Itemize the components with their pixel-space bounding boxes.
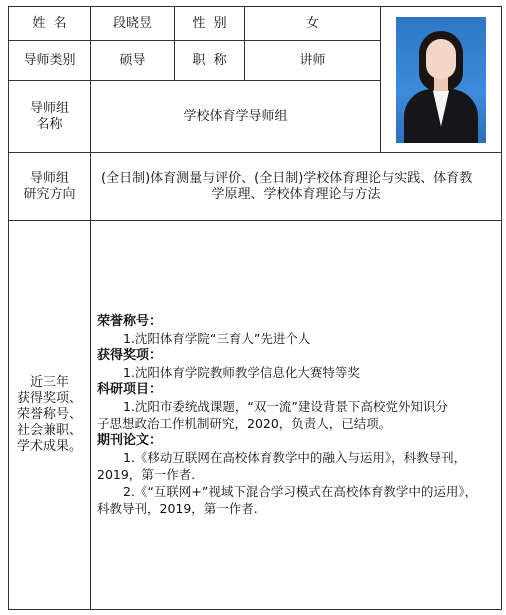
paper-1-line-2: 2019，第一作者. [97, 467, 196, 482]
direction-line-2: 学原理、学校体育理论与方法 [211, 186, 381, 202]
paper-2-line-2: 科教导刊，2019，第一作者. [97, 501, 258, 516]
awards-heading: 获得奖项： [97, 348, 163, 363]
research-item-line-1: 1.沈阳市委统战课题，“双一流”建设背景下高校党外知识分 [123, 399, 448, 414]
papers-heading: 期刊论文： [97, 433, 163, 448]
direction-label [9, 153, 91, 221]
direction-value [91, 153, 502, 221]
gender-label: 性 别 [175, 7, 245, 41]
name-value: 段晓昱 [91, 7, 175, 41]
research-item-line-2: 子思想政治工作机制研究，2020，负责人，已结项。 [97, 416, 392, 431]
honors-item: 1.沈阳体育学院“三育人”先进个人 [123, 331, 311, 346]
achievements-label-line-5: 学术成果。 [16, 439, 82, 454]
profile-table [8, 6, 502, 610]
title-label: 职 称 [175, 41, 245, 81]
awards-item: 1.沈阳体育学院教师教学信息化大赛特等奖 [123, 365, 360, 380]
paper-1-line-1: 1.《移动互联网在高校体育教学中的融入与运用》，科教导刊， [123, 450, 467, 465]
mentor-type-label: 导师类别 [9, 41, 91, 81]
achievements-label-line-3: 荣誉称号、 [16, 407, 82, 422]
group-label-line-2: 名称 [36, 116, 63, 132]
honors-heading: 荣誉称号： [97, 314, 163, 329]
direction-label-line-2: 研究方向 [23, 186, 76, 202]
direction-label-line-1: 导师组 [29, 170, 69, 186]
achievements-label-line-1: 近三年 [29, 375, 69, 390]
portrait-photo [396, 17, 486, 143]
group-label-line-1: 导师组 [29, 100, 69, 116]
direction-line-1: (全日制)体育测量与评价、(全日制)学校体育理论与实践、体育教 [101, 170, 473, 186]
achievements-content [91, 221, 502, 610]
achievements-label [9, 221, 91, 610]
name-label: 姓 名 [9, 7, 91, 41]
paper-2-line-1: 2.《“互联网+”视域下混合学习模式在高校体育教学中的运用》， [123, 484, 478, 499]
achievements-label-line-2: 获得奖项、 [16, 391, 82, 406]
mentor-type-value: 硕导 [91, 41, 175, 81]
research-heading: 科研项目： [97, 382, 163, 397]
group-value: 学校体育学导师组 [91, 81, 381, 153]
group-label [9, 81, 91, 153]
gender-value: 女 [245, 7, 381, 41]
title-value: 讲师 [245, 41, 381, 81]
achievements-label-line-4: 社会兼职、 [16, 423, 82, 438]
photo-cell [381, 7, 502, 153]
